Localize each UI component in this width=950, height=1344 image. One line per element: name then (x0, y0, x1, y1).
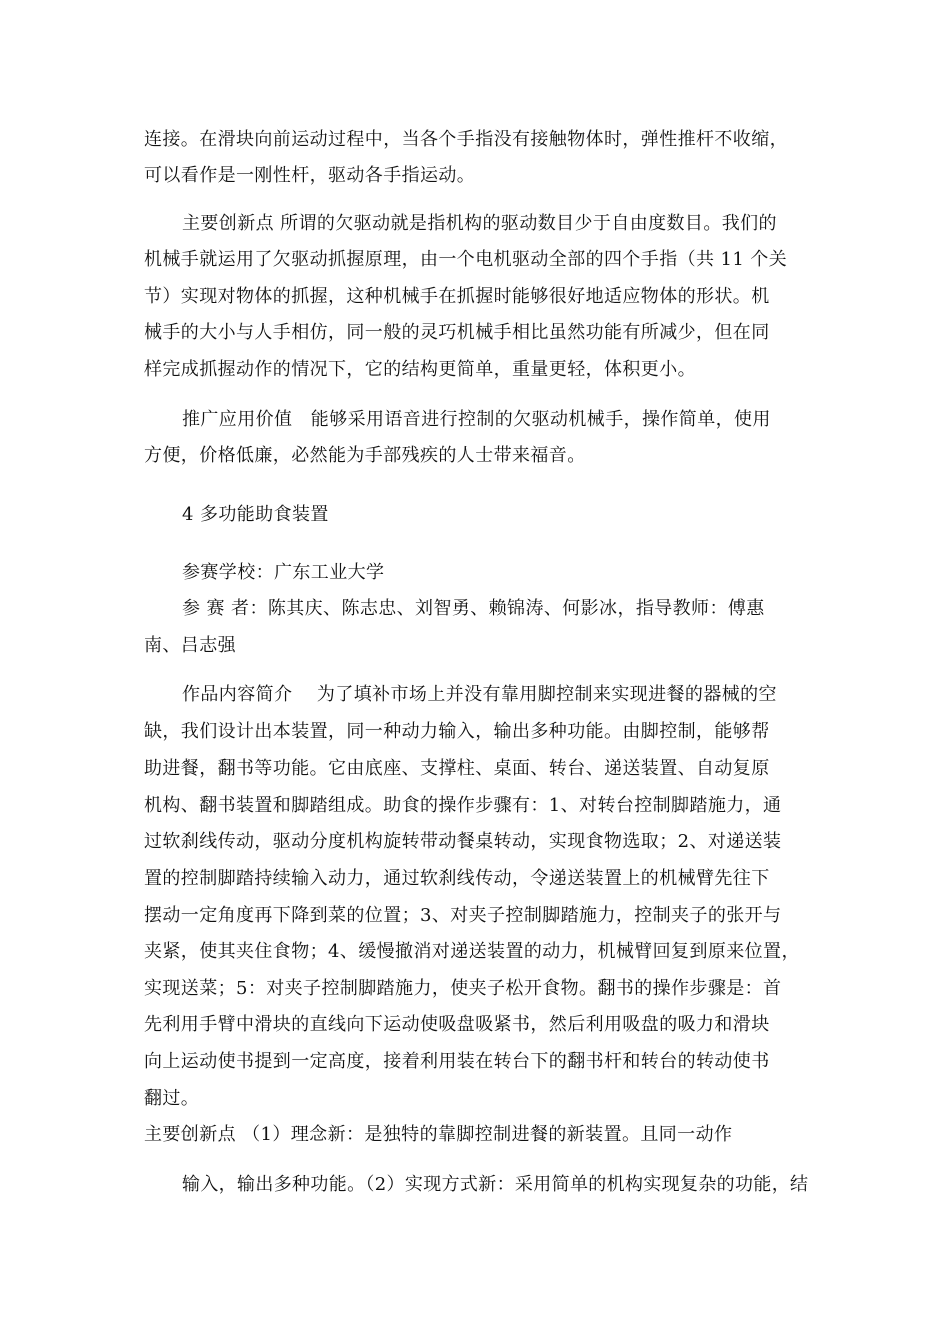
paragraph-line: 节）实现对物体的抓握，这种机械手在抓握时能够很好地适应物体的形状。机 (144, 286, 770, 307)
paragraph-line: 缺，我们设计出本装置，同一种动力输入，输出多种功能。由脚控制，能够帮 (144, 721, 770, 742)
paragraph-line: 作品内容简介 为了填补市场上并没有靠用脚控制来实现进餐的器械的空 (182, 684, 777, 705)
paragraph-line: 输入，输出多种功能。（2）实现方式新：采用简单的机构实现复杂的功能，结 (182, 1174, 809, 1195)
paragraph-line: 机械手就运用了欠驱动抓握原理，由一个电机驱动全部的四个手指（共 11 个关 (144, 249, 788, 270)
paragraph-line: 连接。在滑块向前运动过程中，当各个手指没有接触物体时，弹性推杆不收缩， (144, 129, 788, 150)
paragraph-line: 可以看作是一刚性杆，驱动各手指运动。 (144, 165, 476, 186)
paragraph-line: 先利用手臂中滑块的直线向下运动使吸盘吸紧书，然后利用吸盘的吸力和滑块 (144, 1014, 770, 1035)
participants-line: 参 赛 者：陈其庆、陈志忠、刘智勇、赖锦涛、何影冰，指导教师：傅惠 (182, 598, 765, 619)
paragraph-line: 样完成抓握动作的情况下，它的结构更简单，重量更轻，体积更小。 (144, 359, 696, 380)
paragraph-line: 翻过。 (144, 1088, 200, 1109)
paragraph-line: 实现送菜；5：对夹子控制脚踏施力，使夹子松开食物。翻书的操作步骤是：首 (144, 978, 782, 999)
paragraph-line: 向上运动使书提到一定高度，接着利用装在转台下的翻书杆和转台的转动使书 (144, 1051, 770, 1072)
paragraph-line: 主要创新点 所谓的欠驱动就是指机构的驱动数目少于自由度数目。我们的 (182, 213, 777, 234)
school-line: 参赛学校：广东工业大学 (182, 562, 385, 583)
paragraph-line: 械手的大小与人手相仿，同一般的灵巧机械手相比虽然功能有所减少，但在同 (144, 322, 770, 343)
paragraph-line: 主要创新点 （1）理念新：是独特的靠脚控制进餐的新装置。且同一动作 (144, 1124, 733, 1145)
paragraph-line: 夹紧，使其夹住食物；4、缓慢撤消对递送装置的动力，机械臂回复到原来位置， (144, 941, 800, 962)
paragraph-line: 机构、翻书装置和脚踏组成。助食的操作步骤有：1、对转台控制脚踏施力，通 (144, 795, 782, 816)
paragraph-line: 过软刹线传动，驱动分度机构旋转带动餐桌转动，实现食物选取；2、对递送装 (144, 831, 782, 852)
paragraph-line: 推广应用价值 能够采用语音进行控制的欠驱动机械手，操作简单，使用 (182, 409, 771, 430)
paragraph-line: 方便，价格低廉，必然能为手部残疾的人士带来福音。 (144, 445, 586, 466)
paragraph-line: 助进餐，翻书等功能。它由底座、支撑柱、桌面、转台、递送装置、自动复原 (144, 758, 770, 779)
participants-line: 南、吕志强 (144, 635, 236, 656)
paragraph-line: 摆动一定角度再下降到菜的位置；3、对夹子控制脚踏施力，控制夹子的张开与 (144, 905, 782, 926)
paragraph-line: 置的控制脚踏持续输入动力，通过软刹线传动，令递送装置上的机械臂先往下 (144, 868, 770, 889)
section-heading: 4 多功能助食装置 (182, 504, 329, 525)
